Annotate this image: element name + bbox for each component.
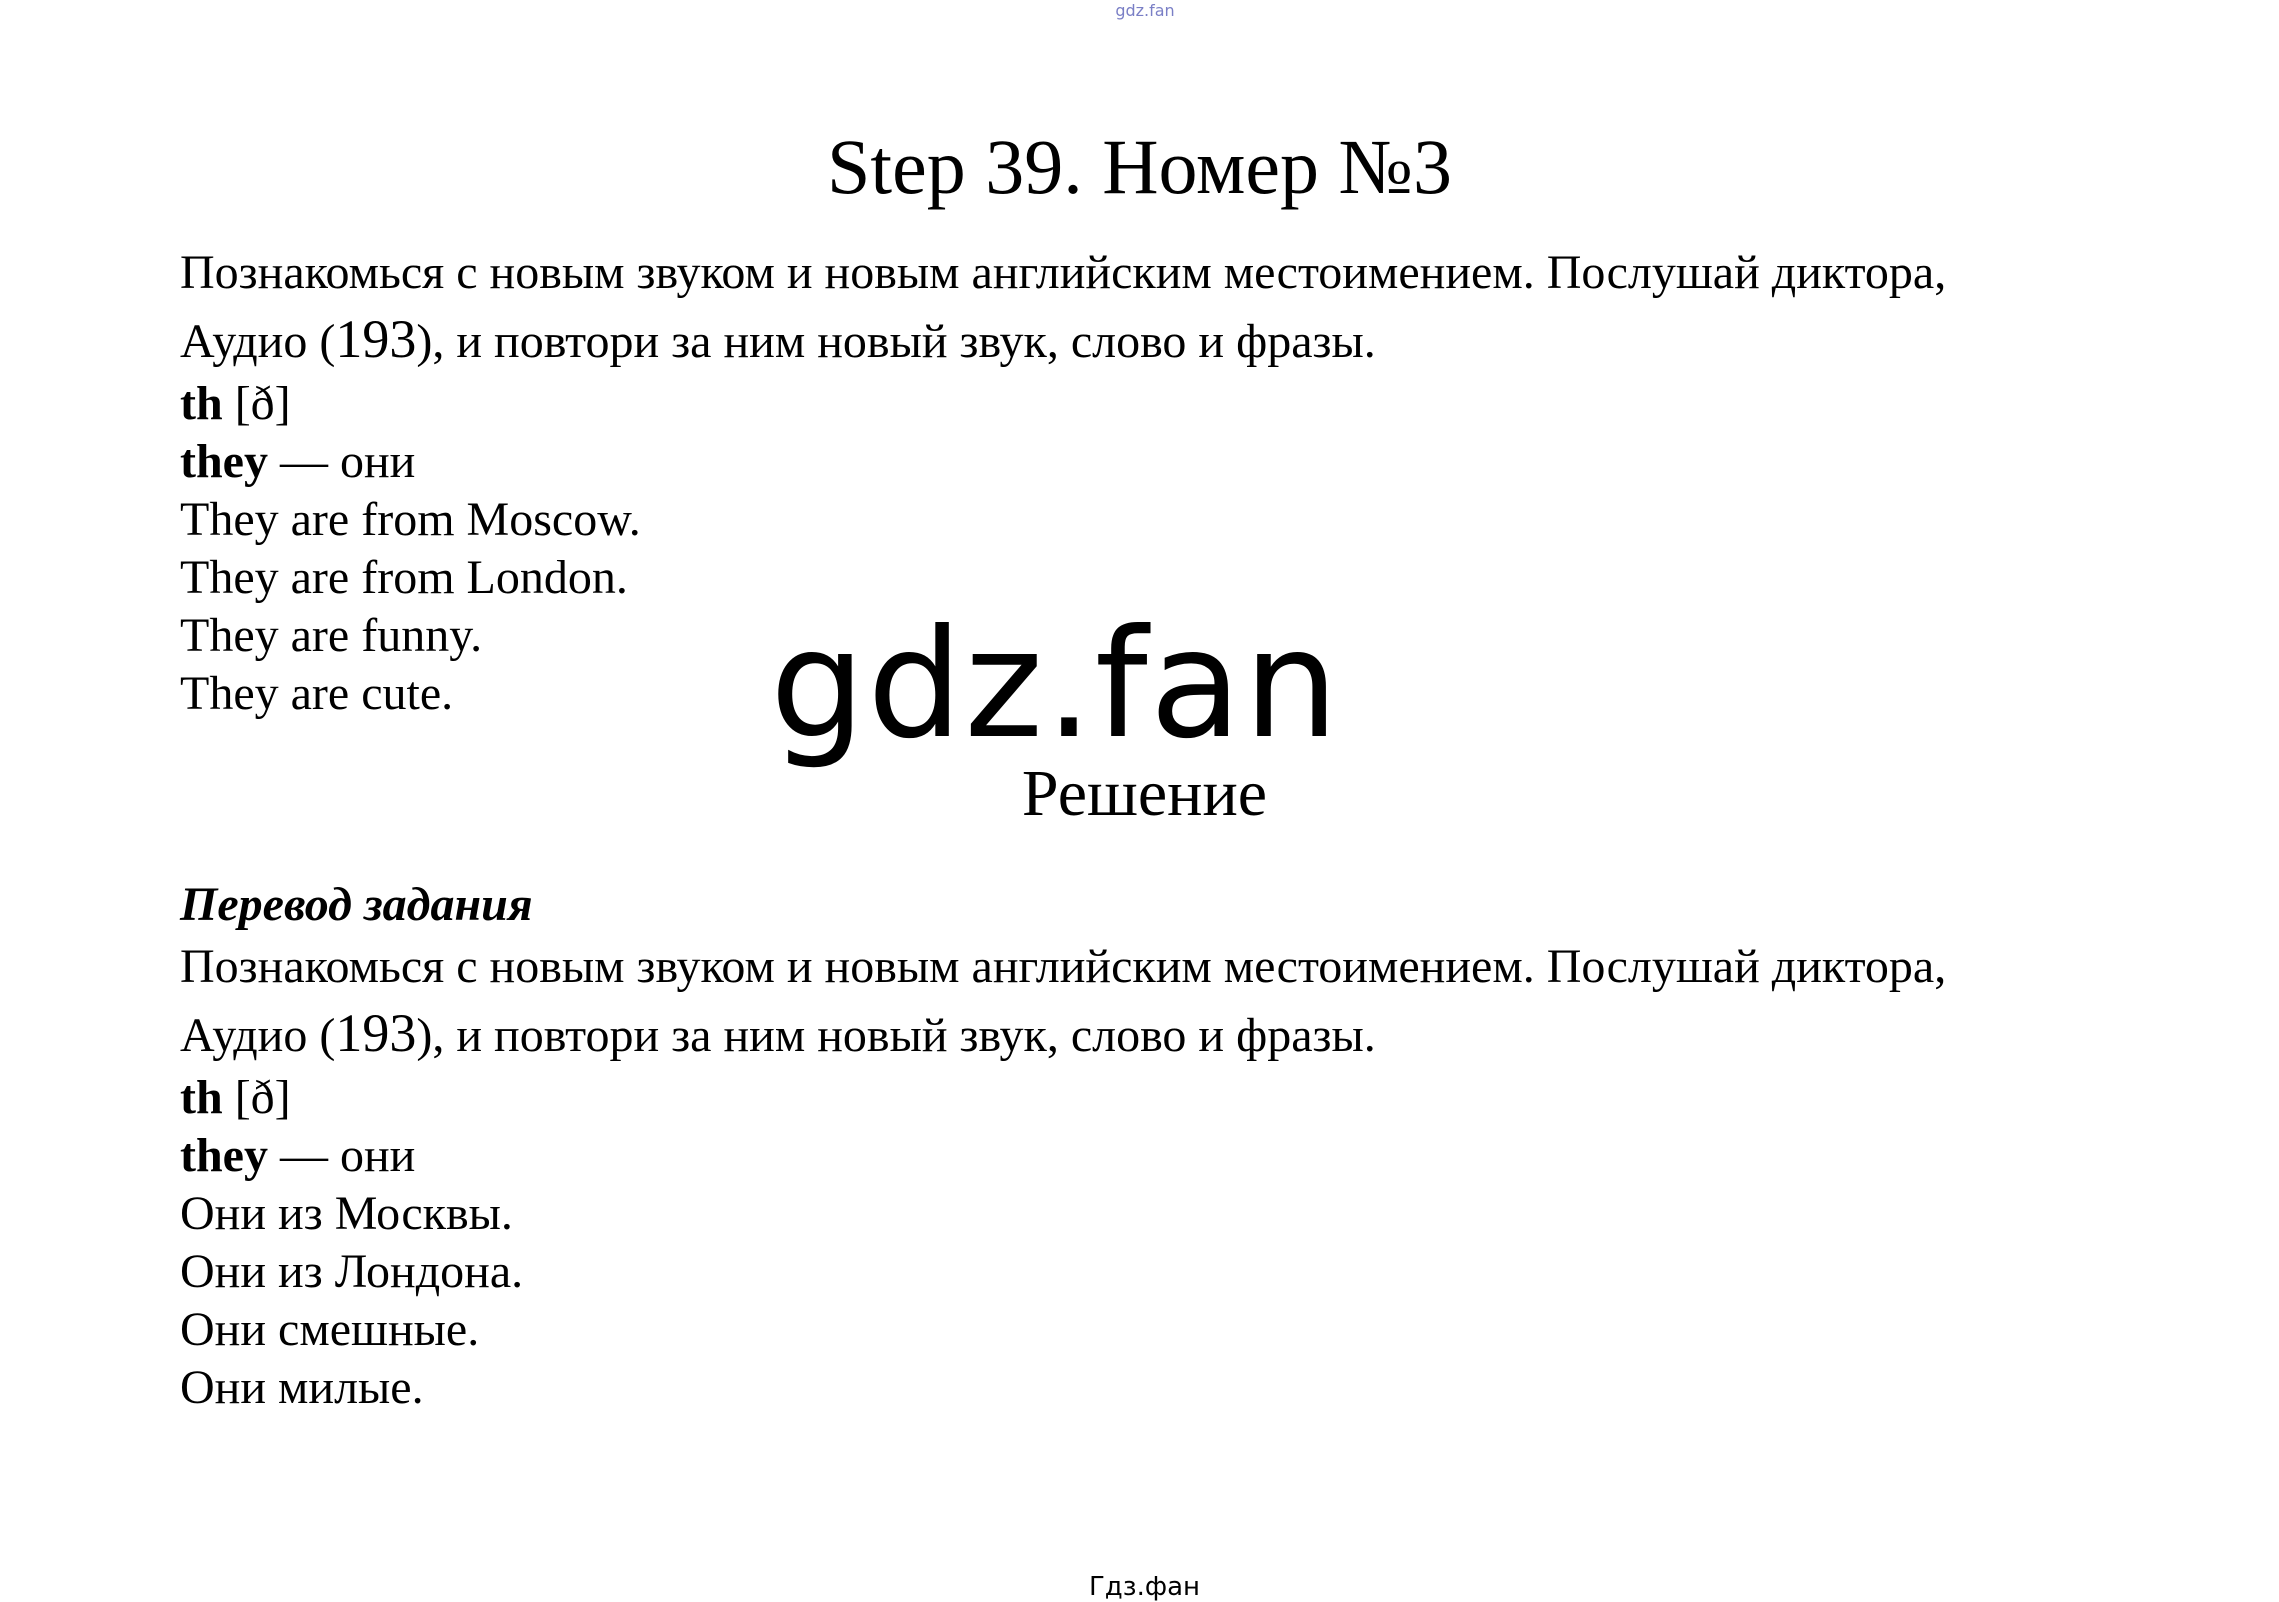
translation-sound-ipa: [ð] xyxy=(222,1071,291,1124)
task-phrase: They are from Moscow. xyxy=(180,493,641,546)
translation-phrase: Они из Лондона. xyxy=(180,1245,524,1298)
task-sound-ipa: [ð] xyxy=(222,377,291,430)
task-phrase: They are from London. xyxy=(180,551,628,604)
translation-paragraph-line-1: Познакомься с новым звуком и новым английским местоимением. Послушай диктора, xyxy=(180,940,1947,993)
translation-word-line xyxy=(180,1127,2180,1185)
task-word: they xyxy=(180,435,268,488)
translation-audio-prefix: Аудио ( xyxy=(180,1009,336,1062)
watermark: gdz.fan xyxy=(770,598,1341,772)
task-phrase: They are cute. xyxy=(180,667,454,720)
translation-phrase: Они из Москвы. xyxy=(180,1187,513,1240)
solution-label: Решение xyxy=(1021,757,1268,830)
footer: Гдз.фан xyxy=(1088,1572,1201,1602)
task-paragraph-line-1: Познакомься с новым звуком и новым английским местоимением. Послушай диктора, xyxy=(180,246,1947,299)
top-watermark: gdz.fan xyxy=(1115,1,1175,20)
page-title: Step 39. Номер №3 xyxy=(827,123,1452,210)
translation-sound-line xyxy=(180,1069,2180,1127)
translation-paragraph-line-2 xyxy=(180,1000,2180,1069)
task-sound-line xyxy=(180,375,2180,433)
task-audio-prefix: Аудио ( xyxy=(180,315,336,368)
translation-audio-number: 193 xyxy=(335,1003,417,1063)
task-sound: th xyxy=(180,377,223,430)
task-phrase: They are funny. xyxy=(180,609,483,662)
task-word-translation: — они xyxy=(267,435,416,488)
task-paragraph-line-2 xyxy=(180,306,2180,375)
translation-heading: Перевод задания xyxy=(180,878,533,931)
translation-phrase: Они милые. xyxy=(180,1361,424,1414)
translation-block xyxy=(180,876,2180,1417)
task-word-line xyxy=(180,433,2180,491)
task-audio-suffix: ), и повтори за ним новый звук, слово и фразы. xyxy=(416,315,1376,368)
task-audio-number: 193 xyxy=(335,309,417,369)
translation-word: they xyxy=(180,1129,268,1182)
translation-audio-suffix: ), и повтори за ним новый звук, слово и фразы. xyxy=(416,1009,1376,1062)
translation-sound: th xyxy=(180,1071,223,1124)
translation-phrase: Они смешные. xyxy=(180,1303,480,1356)
translation-word-translation: — они xyxy=(267,1129,416,1182)
